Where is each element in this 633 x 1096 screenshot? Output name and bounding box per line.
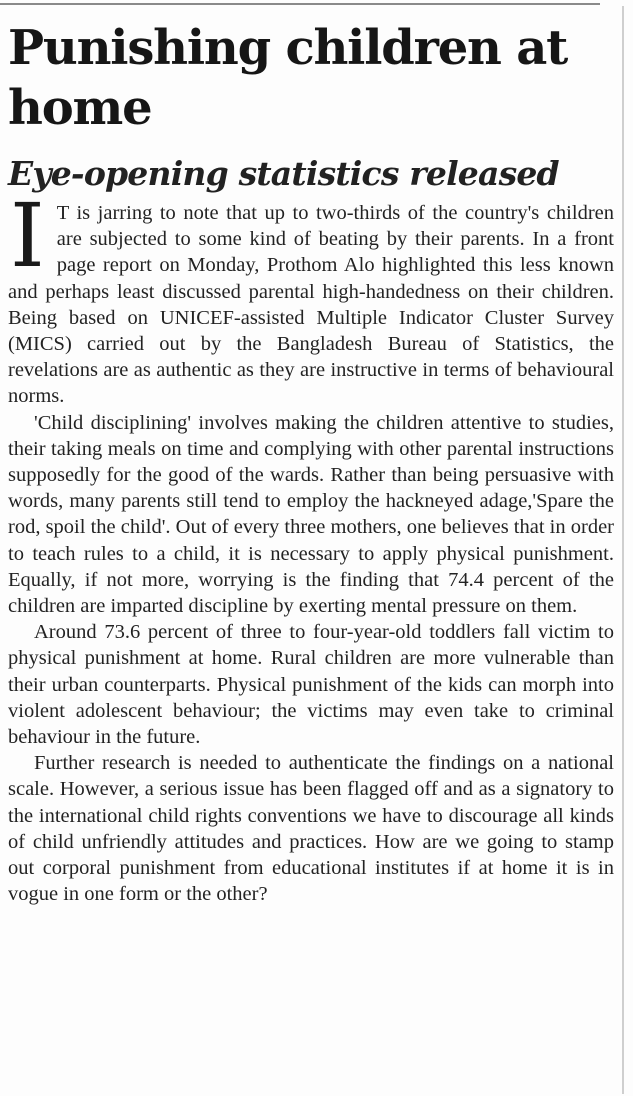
paragraph-4: Further research is needed to authenticate the findings on a national scale. However, a serious issue has been flagged off and as a signatory to the international child rights conventions we have to discourage all kinds of child unfriendly attitudes and practices. How are we going to stamp out corporal punishment from educational institutes if at home it is in vogue in one form or the other? <box>8 752 614 906</box>
top-rule <box>0 3 600 5</box>
drop-cap: I <box>10 184 45 287</box>
paragraph-3: Around 73.6 percent of three to four-year-old toddlers fall victim to physical punishment at home. Rural children are more vulnerable than their urban counterparts. Physical punishment of the kids can morph into violent adolescent behaviour; the victims may even take to criminal behaviour in the future. <box>8 621 614 749</box>
article-body <box>8 184 614 907</box>
headline: Punishing children at home <box>8 20 568 136</box>
paragraph-1 <box>8 184 614 410</box>
paragraph-1-text: T is jarring to note that up to two-thirds of the country's children are subjected to some kind of beating by their parents. In a front page report on Monday, Prothom Alo highlighted this less known and perhaps least discussed parental high-handedness on their children. Being based on UNICEF-assisted Multiple Indicator Cluster Survey (MICS) carried out by the Bangladesh Bureau of Statistics, the revelations are as authentic as they are instructive in terms of behavioural norms. <box>8 202 614 408</box>
subheadline: Eye-opening statistics released <box>8 154 559 193</box>
paragraph-2: 'Child disciplining' involves making the children attentive to studies, their taking meals on time and complying with other parental instructions supposedly for the good of the wards. Rather than being persuasive with words, many parents still tend to employ the hackneyed adage,'Spare the rod, spoil the child'. Out of every three mothers, one believes that in order to teach rules to a child, it is necessary to apply physical punishment. Equally, if not more, worrying is the finding that 74.4 percent of the children are imparted discipline by exerting mental pressure on them. <box>8 411 614 618</box>
